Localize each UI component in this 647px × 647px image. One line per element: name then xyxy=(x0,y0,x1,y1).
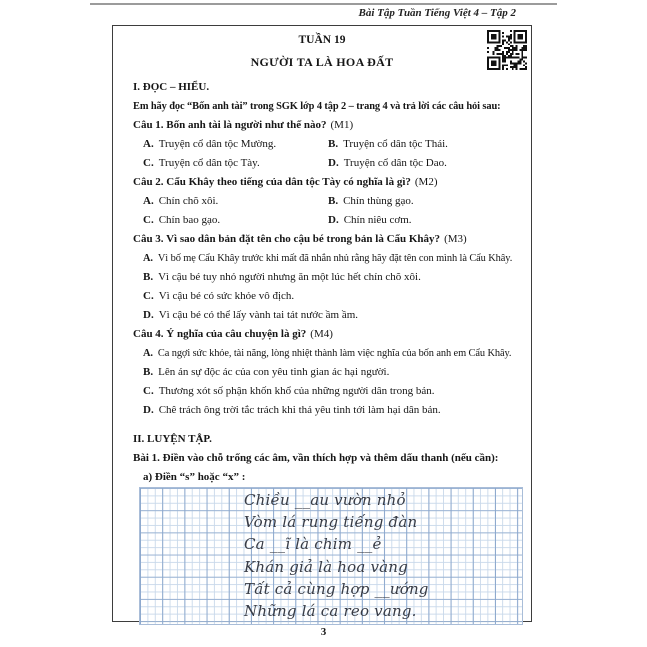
handwriting-line-1: Chiều __au vườn nhỏ xyxy=(244,491,406,509)
option-text: Vì cậu bé tuy nhỏ người nhưng ăn một lúc hết chín chõ xôi. xyxy=(158,271,421,283)
option-letter: C. xyxy=(143,157,154,169)
handwriting-line-5: Tất cả cùng hợp __ướng xyxy=(244,580,429,598)
option-text: Vì cậu bé có sức khỏe vô địch. xyxy=(158,290,295,302)
option-letter: C. xyxy=(143,385,154,397)
handwriting-line-3: Ca __ĩ là chim __ẻ xyxy=(244,535,382,553)
question-level: (M1) xyxy=(330,119,354,131)
option-letter: A. xyxy=(143,253,153,264)
section-practice-heading: II. LUYỆN TẬP. xyxy=(133,433,212,445)
option-letter: C. xyxy=(143,290,154,302)
qr-code-icon xyxy=(487,30,527,70)
option-c xyxy=(143,211,328,230)
option-d xyxy=(328,154,521,173)
question-3-options xyxy=(133,249,521,325)
reading-intro: Em hãy đọc “Bốn anh tài” trong SGK lớp 4 tập 2 – trang 4 và trả lời các câu hỏi sau: xyxy=(133,101,501,112)
section-reading-heading: I. ĐỌC – HIỂU. xyxy=(133,81,210,93)
option-letter: A. xyxy=(143,195,154,207)
question-level: (M4) xyxy=(310,328,333,340)
option-b xyxy=(143,363,521,382)
option-letter: A. xyxy=(143,348,153,359)
option-letter: C. xyxy=(143,214,154,226)
option-letter: B. xyxy=(328,195,339,207)
option-text: Chín thùng gạo. xyxy=(343,195,414,207)
question-2-options xyxy=(133,192,521,230)
question-3 xyxy=(133,230,521,249)
week-title: TUẦN 19 xyxy=(298,34,346,46)
option-text: Truyện cổ dân tộc Tày. xyxy=(158,157,260,169)
option-letter: A. xyxy=(143,138,154,150)
option-text: Truyện cổ dân tộc Thái. xyxy=(343,138,448,150)
option-d xyxy=(143,306,521,325)
question-prompt: Câu 2. Cẩu Khây theo tiếng của dân tộc Tày có nghĩa là gì? xyxy=(133,176,411,188)
option-text: Chín niêu cơm. xyxy=(343,214,412,226)
question-level: (M2) xyxy=(414,176,438,188)
option-text: Chín chõ xôi. xyxy=(158,195,219,207)
question-prompt: Câu 3. Vì sao dân bản đặt tên cho cậu bé trong bản là Cẩu Khây? xyxy=(133,233,441,245)
part-a-label: a) Điền “s” hoặc “x” : xyxy=(143,471,246,483)
option-c xyxy=(143,154,328,173)
question-prompt: Câu 1. Bốn anh tài là người như thế nào? xyxy=(133,119,327,131)
option-d xyxy=(143,401,521,420)
option-text: Ca ngợi sức khỏe, tài năng, lòng nhiệt thành làm việc nghĩa của bốn anh em Cẩu Khây. xyxy=(157,348,512,359)
booklet-title: Bài Tập Tuần Tiếng Việt 4 – Tập 2 xyxy=(358,7,516,19)
option-b xyxy=(328,192,521,211)
question-2 xyxy=(133,173,521,192)
option-letter: D. xyxy=(143,404,154,416)
content-frame xyxy=(112,25,532,622)
handwriting-grid xyxy=(139,487,523,625)
question-4 xyxy=(133,325,521,344)
option-b xyxy=(328,135,521,154)
option-letter: B. xyxy=(328,138,339,150)
option-letter: B. xyxy=(143,271,154,283)
option-text: Truyện cổ dân tộc Dao. xyxy=(343,157,447,169)
question-1-options xyxy=(133,135,521,173)
lesson-title: NGƯỜI TA LÀ HOA ĐẤT xyxy=(250,55,394,69)
option-text: Lên án sự độc ác của con yêu tinh gian ác hại người. xyxy=(158,366,390,378)
option-text: Vì cậu bé có thể lấy vành tai tát nước ầm ầm. xyxy=(158,309,359,321)
option-b xyxy=(143,268,521,287)
option-a xyxy=(143,135,328,154)
option-letter: D. xyxy=(328,214,339,226)
handwriting-line-4: Khán giả là hoa vàng xyxy=(244,558,408,576)
option-text: Chê trách ông trời tắc trách khi thả yêu tinh tới làm hại dân bản. xyxy=(158,404,441,416)
option-c xyxy=(143,287,521,306)
option-letter: D. xyxy=(143,309,154,321)
option-a xyxy=(143,249,521,268)
question-level: (M3) xyxy=(444,233,467,245)
exercise-1-label: Bài 1. Điền vào chỗ trống các âm, vần thích hợp và thêm dấu thanh (nếu cần): xyxy=(133,452,499,464)
option-text: Chín bao gạo. xyxy=(158,214,221,226)
question-4-options xyxy=(133,344,521,420)
handwriting-line-6: Những lá ca reo vang. xyxy=(244,602,417,620)
handwriting-line-2: Vòm lá rung tiếng đàn xyxy=(244,513,418,531)
option-text: Truyện cổ dân tộc Mường. xyxy=(158,138,277,150)
top-rule xyxy=(90,3,557,5)
question-1 xyxy=(133,116,521,135)
option-a xyxy=(143,192,328,211)
option-d xyxy=(328,211,521,230)
question-prompt: Câu 4. Ý nghĩa của câu chuyện là gì? xyxy=(133,328,307,340)
option-letter: D. xyxy=(328,157,339,169)
option-a xyxy=(143,344,521,363)
page-number: 3 xyxy=(320,626,327,638)
option-letter: B. xyxy=(143,366,154,378)
option-c xyxy=(143,382,521,401)
option-text: Vì bố mẹ Cẩu Khây trước khi mất đã nhắn nhủ rằng hãy đặt tên con mình là Cẩu Khây. xyxy=(157,253,513,264)
worksheet-body xyxy=(113,78,531,625)
option-text: Thương xót số phận khốn khổ của những người dân trong bản. xyxy=(158,385,435,397)
